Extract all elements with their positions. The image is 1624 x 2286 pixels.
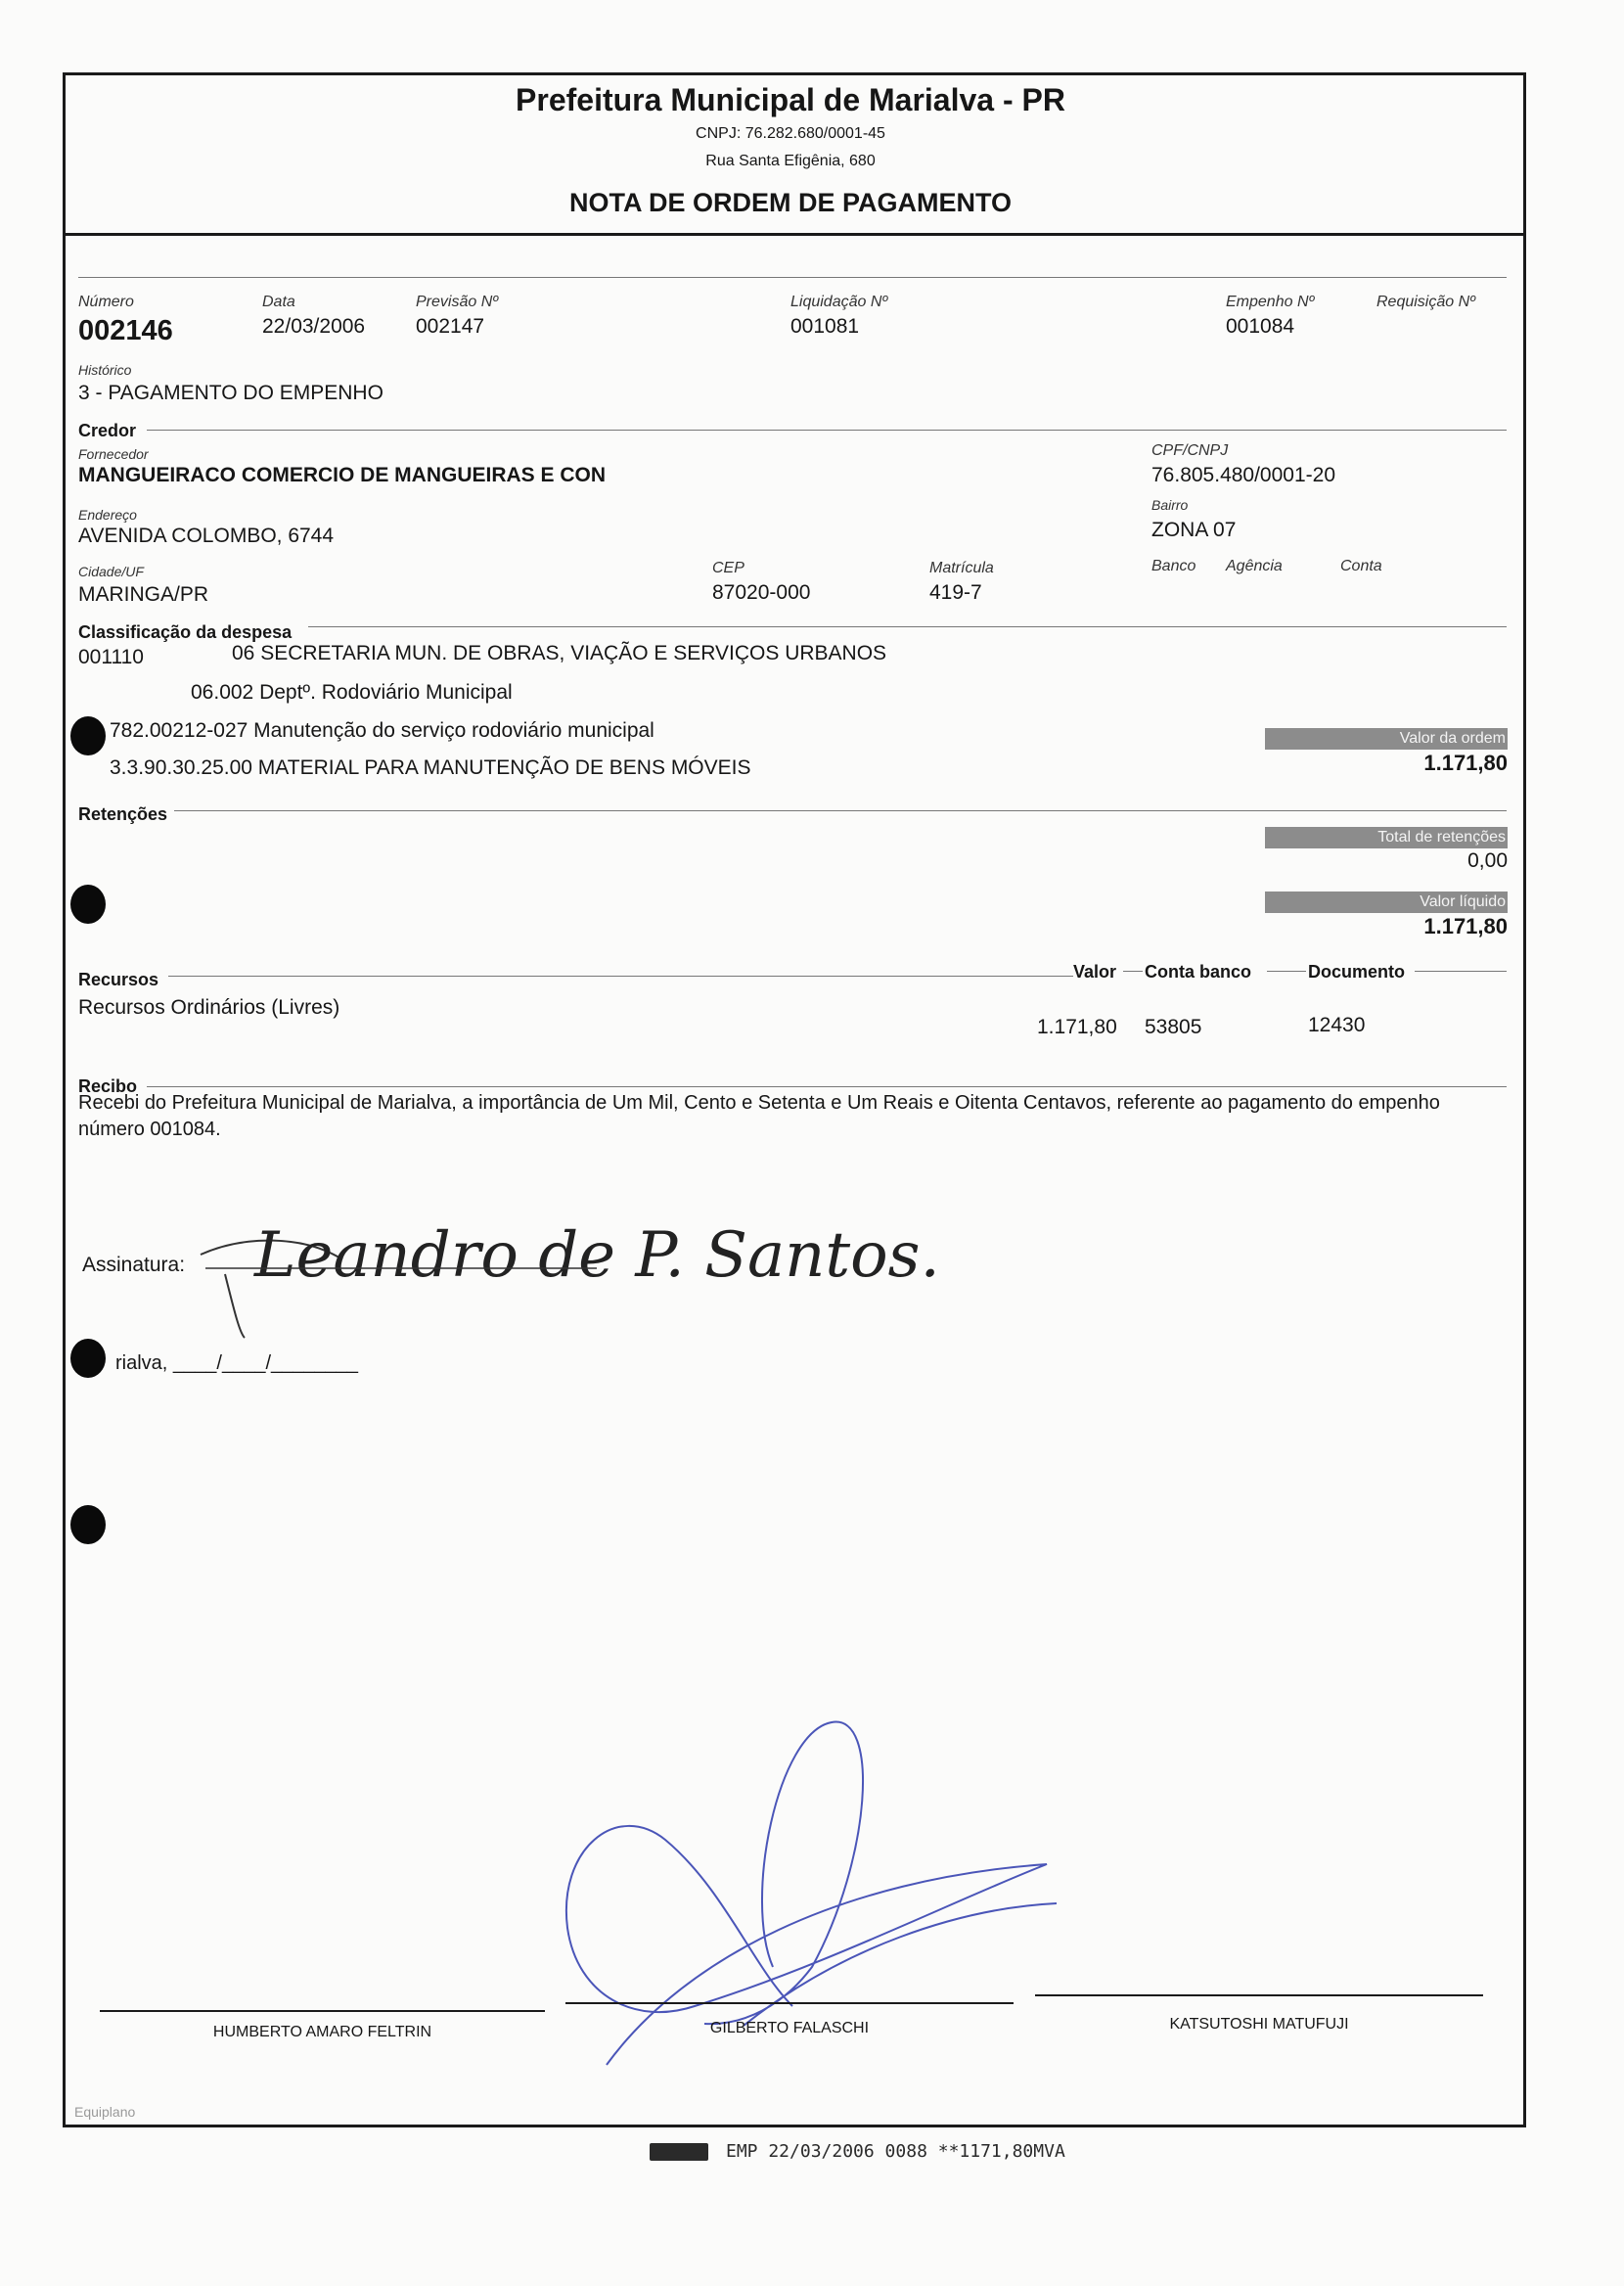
recursos-desc: Recursos Ordinários (Livres) <box>78 996 340 1019</box>
classificacao-line1: 06 SECRETARIA MUN. DE OBRAS, VIAÇÃO E SERVIÇOS URBANOS <box>232 642 887 664</box>
signature-text: Leandro de P. Santos. <box>254 1219 940 1292</box>
punch-hole-3 <box>70 1339 106 1378</box>
recursos-documento: 12430 <box>1308 1014 1366 1036</box>
signatory-1: HUMBERTO AMARO FELTRIN <box>212 2024 432 2040</box>
fornecedor-value: MANGUEIRACO COMERCIO DE MANGUEIRAS E CON <box>78 464 607 486</box>
credor-section: Credor <box>78 421 137 440</box>
cep-value: 87020-000 <box>712 581 811 604</box>
cpf-value: 76.805.480/0001-20 <box>1151 464 1336 486</box>
recursos-rule-3 <box>1267 971 1306 972</box>
classificacao-rule <box>308 626 1507 627</box>
signature-drawing <box>186 1166 940 1352</box>
page-title: Prefeitura Municipal de Marialva - PR <box>516 82 1065 117</box>
valor-ordem-label: Valor da ordem <box>1265 728 1508 750</box>
header-cnpj: CNPJ: 76.282.680/0001-45 <box>696 125 885 142</box>
previsao-value: 002147 <box>416 315 485 338</box>
empenho-label: Empenho Nº <box>1226 294 1315 310</box>
recursos-documento-col: Documento <box>1308 962 1405 982</box>
retencoes-rule <box>174 810 1507 811</box>
classificacao-line2: 06.002 Deptº. Rodoviário Municipal <box>191 681 513 704</box>
bairro-label: Bairro <box>1151 497 1189 513</box>
credor-rule <box>147 430 1507 431</box>
recibo-text: Recebi do Prefeitura Municipal de Marialva, a importância de Um Mil, Cento e Setenta e Um Reais e Oitenta Centavos, referente ao pagamento do empenho número 001084. <box>78 1092 1440 1140</box>
header-address: Rua Santa Efigênia, 680 <box>705 153 876 169</box>
software-credit: Equiplano <box>74 2104 136 2120</box>
classificacao-section: Classificação da despesa <box>78 622 293 642</box>
classificacao-line4: 3.3.90.30.25.00 MATERIAL PARA MANUTENÇÃO DE BENS MÓVEIS <box>110 756 751 779</box>
total-retencoes-value: 0,00 <box>1467 849 1508 872</box>
endereco-value: AVENIDA COLOMBO, 6744 <box>78 525 335 547</box>
valor-liquido-label: Valor líquido <box>1265 892 1508 913</box>
liquidacao-label: Liquidação Nº <box>790 294 888 310</box>
classificacao-line3: 782.00212-027 Manutenção do serviço rodoviário municipal <box>110 719 654 742</box>
assinatura-label: Assinatura: <box>82 1254 186 1276</box>
data-value: 22/03/2006 <box>262 315 366 338</box>
retencoes-section: Retenções <box>78 804 168 824</box>
historico-value: 3 - PAGAMENTO DO EMPENHO <box>78 382 383 404</box>
recibo-signature <box>186 1166 940 1352</box>
recursos-valor: 1.171,80 <box>1037 1016 1117 1038</box>
punch-hole-1 <box>70 716 106 755</box>
recursos-section: Recursos <box>78 970 159 989</box>
data-label: Data <box>262 294 295 310</box>
fornecedor-label: Fornecedor <box>78 446 149 462</box>
signature-line-3 <box>1035 1994 1483 1996</box>
recursos-conta: 53805 <box>1145 1016 1202 1038</box>
banco-label: Banco <box>1151 558 1196 574</box>
bank-stamp: EMP 22/03/2006 0088 **1171,80MVA <box>726 2141 1065 2162</box>
recursos-rule-2 <box>1123 971 1143 972</box>
signature-line-2 <box>565 2002 1014 2004</box>
cep-label: CEP <box>712 560 744 576</box>
agencia-label: Agência <box>1226 558 1283 574</box>
bairro-value: ZONA 07 <box>1151 519 1237 541</box>
cidade-label: Cidade/UF <box>78 564 144 579</box>
conta-label: Conta <box>1340 558 1382 574</box>
classificacao-code: 001110 <box>78 646 144 668</box>
valor-liquido-value: 1.171,80 <box>1423 914 1508 938</box>
valor-ordem-value: 1.171,80 <box>1423 751 1508 775</box>
document-title: NOTA DE ORDEM DE PAGAMENTO <box>568 188 1012 217</box>
recursos-rule-4 <box>1415 971 1507 972</box>
signatory-3: KATSUTOSHI MATUFUJI <box>1169 2016 1349 2033</box>
matricula-label: Matrícula <box>929 560 994 576</box>
endereco-label: Endereço <box>78 507 137 523</box>
bank-stamp-logo <box>650 2143 708 2161</box>
signatory-2: GILBERTO FALASCHI <box>709 2020 870 2036</box>
cpf-label: CPF/CNPJ <box>1151 442 1229 459</box>
requisicao-label: Requisição Nº <box>1376 294 1475 310</box>
header-divider <box>63 233 1526 236</box>
recibo-rule <box>147 1086 1507 1087</box>
top-rule <box>78 277 1507 278</box>
empenho-value: 001084 <box>1226 315 1295 338</box>
historico-label: Histórico <box>78 362 132 378</box>
previsao-label: Previsão Nº <box>416 294 499 310</box>
total-retencoes-label: Total de retenções <box>1265 827 1508 848</box>
matricula-value: 419-7 <box>929 581 982 604</box>
recibo-section: Recibo <box>78 1076 138 1096</box>
punch-hole-2 <box>70 885 106 924</box>
recursos-rule <box>168 976 1073 977</box>
recursos-conta-col: Conta banco <box>1145 962 1252 982</box>
local-date: rialva, ____/____/________ <box>115 1352 358 1374</box>
recursos-valor-col: Valor <box>1073 962 1117 982</box>
numero-label: Número <box>78 294 134 310</box>
signature-line-1 <box>100 2010 545 2012</box>
liquidacao-value: 001081 <box>790 315 860 338</box>
punch-hole-4 <box>70 1505 106 1544</box>
cidade-value: MARINGA/PR <box>78 583 209 606</box>
numero-value: 002146 <box>78 315 173 346</box>
